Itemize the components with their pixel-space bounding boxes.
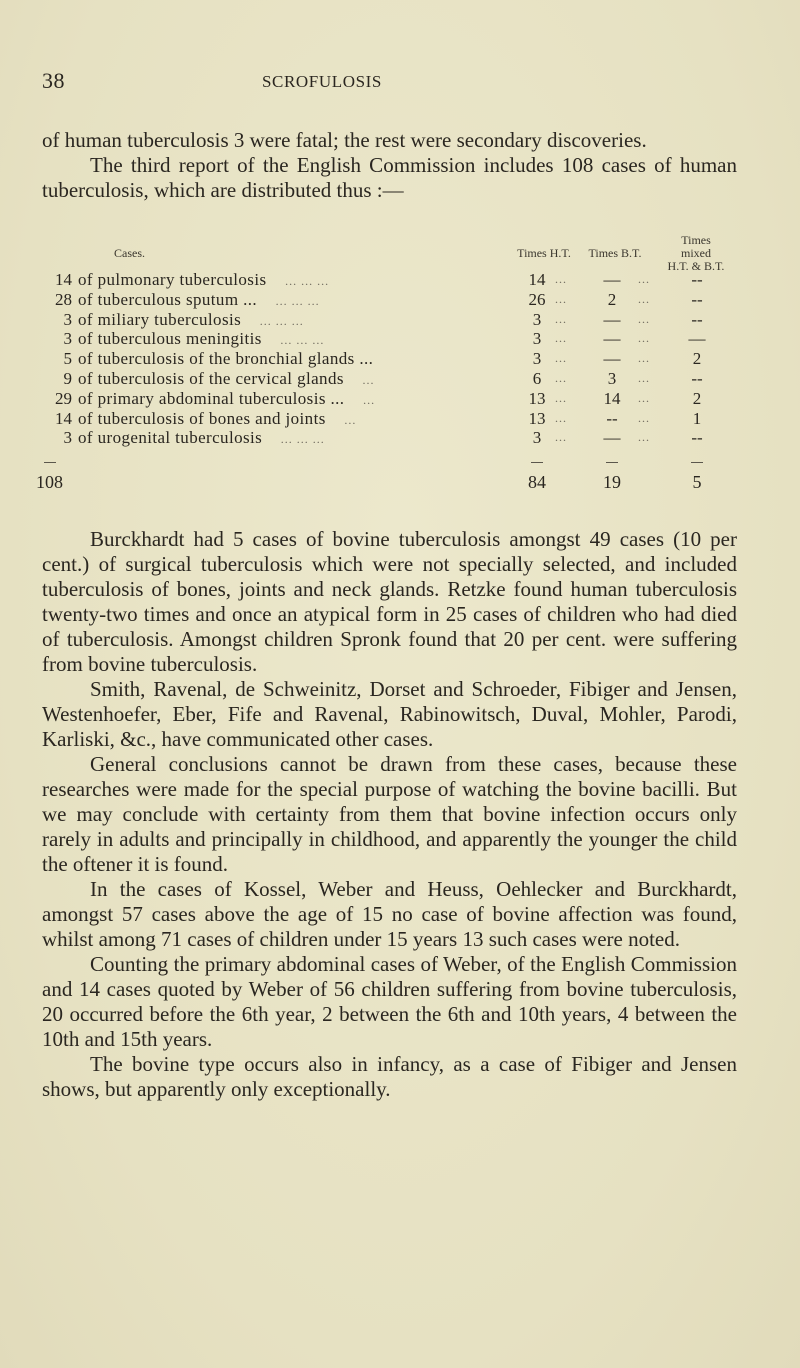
intro-paragraph: The third report of the English Commission includes 108 cases of human tuberculosis, which are distributed thus :— [42, 153, 737, 202]
rule-bt [606, 462, 618, 463]
cell-times-mixed: 2 [692, 349, 702, 369]
dot-separator: ... [638, 291, 650, 306]
total-times-ht: 84 [528, 472, 546, 492]
dot-separator: ... [638, 311, 650, 326]
cell-times-ht: 3 [532, 329, 542, 349]
cell-description [78, 389, 375, 411]
paragraph-infancy: The bovine type occurs also in infancy, as a case of Fibiger and Jensen shows, but apparently only exceptionally. [42, 1052, 737, 1101]
dot-separator: ... [638, 331, 650, 346]
dot-separator: ... [638, 390, 650, 405]
paragraph-kossel-weber: In the cases of Kossel, Weber and Heuss, Oehlecker and Burckhardt, amongst 57 cases above the age of 15 no case of bovine affection was found, whilst among 71 cases of children under 15 years 13 such cases were noted. [42, 877, 737, 951]
rule-ht [531, 462, 543, 463]
page-number: 38 [42, 68, 65, 93]
paragraph-burckhardt: Burckhardt had 5 cases of bovine tuberculosis amongst 49 cases (10 per cent.) of surgical tuberculosis which were not specially selected, and included tuberculosis of bones, joints and neck glands. Retzke found human tuberculosis twenty-two times and once an atypical form in 25 cases of children who had died of tuberculosis. Amongst children Spronk found that 20 per cent. were suffering from bovine tuberculosis. [42, 527, 737, 676]
description-text: of tuberculosis of the bronchial glands ... [78, 349, 374, 369]
running-head [42, 68, 737, 98]
cell-times-mixed: 2 [692, 388, 702, 408]
cell-times-mixed: -- [691, 270, 703, 289]
dot-leader: ... [344, 412, 357, 427]
cell-description [78, 329, 324, 351]
table-row [42, 369, 737, 389]
dot-leader: ... ... ... [280, 432, 325, 447]
table-row [42, 310, 737, 330]
cell-count: 3 [63, 309, 72, 329]
cell-times-bt: — [603, 428, 621, 448]
dot-separator: ... [555, 390, 567, 405]
header-mixed-line1: Times [681, 233, 711, 247]
cell-count: 5 [63, 349, 72, 369]
cell-times-bt: — [603, 349, 621, 369]
cell-times-bt: — [603, 329, 621, 349]
continuation-paragraph: of human tuberculosis 3 were fatal; the rest were secondary discoveries. [42, 128, 647, 152]
cell-times-ht: 6 [532, 368, 542, 388]
dot-leader: ... [362, 372, 375, 387]
dot-separator: ... [638, 351, 650, 366]
dot-separator: ... [555, 272, 567, 286]
cell-count: 28 [55, 289, 72, 309]
cell-description [78, 349, 373, 369]
cell-count: 14 [55, 270, 72, 289]
description-text: of tuberculosis of bones and joints [78, 408, 326, 428]
intro-section [42, 128, 737, 203]
description-text: of tuberculosis of the cervical glands [78, 368, 344, 388]
totals-rules [42, 458, 737, 468]
table-row [42, 329, 737, 349]
cell-times-mixed: -- [691, 368, 703, 388]
header-mixed-line2: mixed [681, 246, 711, 260]
cell-times-mixed: -- [691, 309, 703, 329]
paragraph-other-cases: Smith, Ravenal, de Schweinitz, Dorset and Schroeder, Fibiger and Jensen, Westenhoefer, Eber, Fife and Ravenal, Rabinowitsch, Duval, Mohler, Parodi, Karliski, &c., have communicated other cases. [42, 677, 737, 751]
dot-leader: ... ... ... [280, 333, 325, 348]
cell-times-bt: — [603, 270, 621, 289]
table-row [42, 270, 737, 290]
table-row [42, 389, 737, 409]
header-mixed-line3: H.T. & B.T. [667, 259, 725, 273]
cell-description [78, 310, 304, 332]
description-text: of tuberculous sputum ... [78, 289, 258, 309]
cell-count: 3 [63, 329, 72, 349]
cell-description [78, 369, 374, 391]
cell-times-bt: -- [606, 408, 618, 428]
cell-times-mixed: -- [691, 289, 703, 309]
total-times-mixed: 5 [692, 472, 702, 492]
rule-cases [44, 462, 56, 463]
table-row [42, 290, 737, 310]
dot-separator: ... [555, 430, 567, 445]
dot-separator: ... [638, 370, 650, 385]
cell-description [78, 290, 320, 312]
cell-count: 29 [55, 388, 72, 408]
dot-separator: ... [638, 430, 650, 445]
cell-times-ht: 14 [528, 270, 546, 289]
dot-separator: ... [555, 311, 567, 326]
cell-times-ht: 13 [528, 408, 546, 428]
header-times-bt: Times B.T. [588, 246, 642, 260]
header-cases: Cases. [114, 246, 145, 260]
cell-times-bt: — [603, 309, 621, 329]
table-row [42, 409, 737, 429]
cell-description [78, 409, 356, 431]
paragraph-general-conclusions: General conclusions cannot be drawn from these cases, because these researches were made for the special purpose of watching the bovine bacilli. But we may conclude with certainty from them that bovine infection occurs only rarely in adults and principally in childhood, and apparently the younger the child the oftener it is found. [42, 752, 737, 876]
cell-times-bt: 14 [603, 388, 621, 408]
cell-count: 9 [63, 368, 72, 388]
dot-leader: ... [363, 392, 376, 407]
cell-times-mixed: -- [691, 428, 703, 448]
description-text: of urogenital tuberculosis [78, 428, 263, 448]
dot-separator: ... [638, 410, 650, 425]
total-cases: 108 [36, 472, 63, 492]
totals-row [36, 472, 737, 496]
body-text [42, 527, 737, 1102]
cell-times-bt: 2 [607, 289, 617, 309]
table-rows [42, 270, 737, 448]
paragraph-counting: Counting the primary abdominal cases of Weber, of the English Commission and 14 cases quoted by Weber of 56 children suffering from bovine tuberculosis, 20 occurred before the 6th year, 2 between the 6th and 10th years, 4 between the 10th and 15th years. [42, 952, 737, 1051]
cell-description [78, 428, 325, 450]
cell-times-bt: 3 [607, 368, 617, 388]
dot-leader: ... ... ... [285, 274, 330, 288]
header-times-mixed [654, 234, 738, 273]
cell-times-ht: 3 [532, 349, 542, 369]
cell-times-ht: 13 [528, 388, 546, 408]
cell-description [78, 270, 329, 292]
table-row [42, 349, 737, 369]
dot-separator: ... [555, 351, 567, 366]
description-text: of primary abdominal tuberculosis ... [78, 388, 345, 408]
running-title: SCROFULOSIS [262, 72, 382, 91]
cell-times-ht: 3 [532, 428, 542, 448]
dot-separator: ... [555, 410, 567, 425]
dot-separator: ... [555, 370, 567, 385]
total-times-bt: 19 [603, 472, 621, 492]
cell-times-ht: 26 [528, 289, 546, 309]
cell-count: 14 [55, 408, 72, 428]
dot-separator: ... [638, 272, 650, 286]
description-text: of miliary tuberculosis [78, 309, 242, 329]
description-text: of tuberculous meningitis [78, 329, 262, 349]
cell-times-mixed: — [688, 329, 706, 349]
cell-times-mixed: 1 [692, 408, 702, 428]
dot-leader: ... ... ... [259, 313, 304, 328]
cell-times-ht: 3 [532, 309, 542, 329]
header-times-ht: Times H.T. [517, 246, 571, 260]
description-text: of pulmonary tuberculosis [78, 270, 267, 289]
rule-mixed [691, 462, 703, 463]
dot-leader: ... ... ... [275, 293, 320, 308]
table-row [42, 428, 737, 448]
cell-count: 3 [63, 428, 72, 448]
dot-separator: ... [555, 331, 567, 346]
dot-separator: ... [555, 291, 567, 306]
